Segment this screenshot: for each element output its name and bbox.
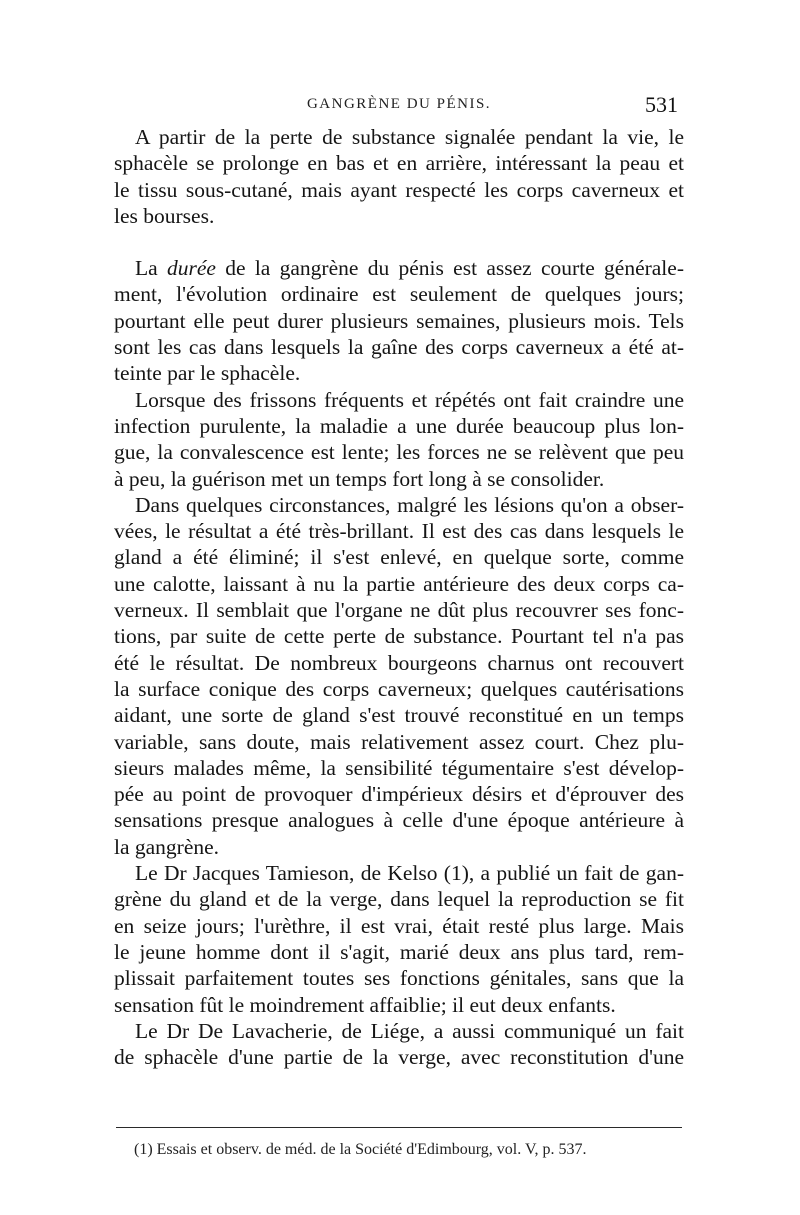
text-line: gue, la convalescence est lente; les forces ne se relèvent que peu <box>114 440 684 465</box>
footnote-divider <box>116 1127 682 1128</box>
body-text <box>114 124 684 1070</box>
text-segment: de la gangrène du pénis est assez courte générale- <box>215 256 684 281</box>
paragraph-2 <box>114 255 684 386</box>
text-line: la surface conique des corps caverneux; quelques cautérisations <box>114 676 684 701</box>
text-segment: La <box>135 256 167 281</box>
paragraph-4 <box>114 492 684 860</box>
running-head <box>114 92 684 126</box>
text-line: vées, le résultat a été très-brillant. Il est des cas dans lesquels le <box>114 519 684 544</box>
emphasis-duree: durée <box>166 256 216 281</box>
text-line: pourtant elle peut durer plusieurs semaines, plusieurs mois. Tels <box>114 308 684 333</box>
text-line: le tissu sous-cutané, mais ayant respecté les corps caverneux et <box>114 177 684 202</box>
text-line: les bourses. <box>114 203 215 228</box>
text-line: sieurs malades même, la sensibilité tégumentaire s'est dévelop- <box>114 755 684 780</box>
text-line: Lorsque des frissons fréquents et répétés ont fait craindre une <box>135 387 684 412</box>
text-line: sensations presque analogues à celle d'une époque antérieure à <box>114 808 684 833</box>
text-line: la gangrène. <box>114 834 220 859</box>
text-line: ment, l'évolution ordinaire est seulement de quelques jours; <box>114 282 684 307</box>
text-line <box>114 255 684 281</box>
text-line: tions, par suite de cette perte de substance. Pourtant tel n'a pas <box>114 624 684 649</box>
text-line: Le Dr Jacques Tamieson, de Kelso (1), a publié un fait de gan- <box>135 861 684 886</box>
text-line: teinte par le sphacèle. <box>114 361 301 386</box>
text-line: de sphacèle d'une partie de la verge, avec reconstitution d'une <box>114 1045 684 1070</box>
text-line: grène du gland et de la verge, dans lequel la reproduction se fit <box>114 887 684 912</box>
text-line: Dans quelques circonstances, malgré les lésions qu'on a obser- <box>135 492 684 517</box>
paragraph-1 <box>114 124 684 229</box>
text-line: sont les cas dans lesquels la gaîne des corps caverneux a été at- <box>114 335 684 360</box>
paragraph-6 <box>114 1018 684 1071</box>
text-line: une calotte, laissant à nu la partie antérieure des deux corps ca- <box>114 571 684 596</box>
text-line: sphacèle se prolonge en bas et en arrière, intéressant la peau et <box>114 151 684 176</box>
text-line: infection purulente, la maladie a une durée beaucoup plus lon- <box>114 413 684 438</box>
text-line: A partir de la perte de substance signalée pendant la vie, le <box>135 125 684 149</box>
text-line: aidant, une sorte de gland s'est trouvé reconstitué en un temps <box>114 703 684 728</box>
text-line: plissait parfaitement toutes ses fonctions génitales, sans que la <box>114 966 684 991</box>
text-line: été le résultat. De nombreux bourgeons charnus ont recouvert <box>114 650 684 675</box>
text-line: sensation fût le moindrement affaiblie; il eut deux enfants. <box>114 992 616 1017</box>
text-line: à peu, la guérison met un temps fort long à se consolider. <box>114 466 605 491</box>
paragraph-3 <box>114 387 684 492</box>
text-line: Le Dr De Lavacherie, de Liége, a aussi communiqué un fait <box>135 1018 684 1043</box>
footnote: (1) Essais et observ. de méd. de la Société d'Edimbourg, vol. V, p. 537. <box>134 1141 587 1158</box>
text-line: pée au point de provoquer d'impérieux désirs et d'éprouver des <box>114 782 684 807</box>
text-line: en seize jours; l'urèthre, il est vrai, était resté plus large. Mais <box>114 913 684 938</box>
text-line: variable, sans doute, mais relativement assez court. Chez plu- <box>114 729 684 754</box>
text-line: le jeune homme dont il s'agit, marié deux ans plus tard, rem- <box>114 939 684 964</box>
text-line: gland a été éliminé; il s'est enlevé, en quelque sorte, comme <box>114 545 684 570</box>
text-line: verneux. Il semblait que l'organe ne dût plus recouvrer ses fonc- <box>114 598 684 623</box>
running-title: GANGRÈNE DU PÉNIS. <box>306 96 492 112</box>
paragraph-5 <box>114 860 684 1018</box>
page-number: 531 <box>645 92 678 117</box>
paragraph-gap <box>114 229 684 255</box>
